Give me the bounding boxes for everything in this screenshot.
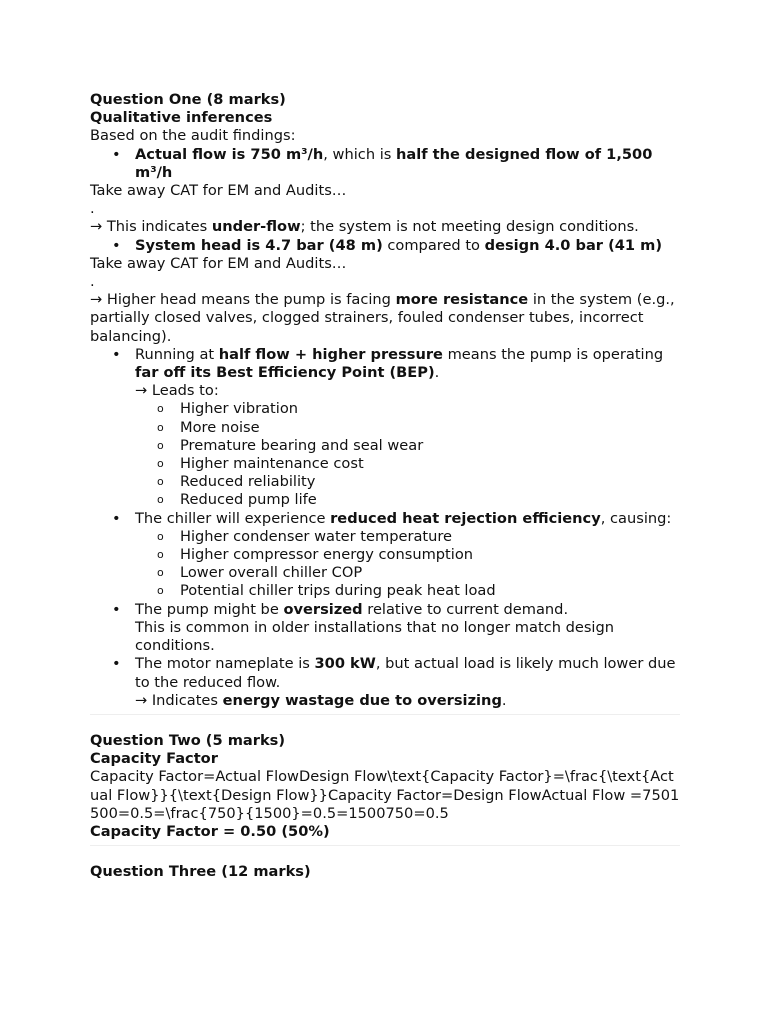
bullet-system-head: • System head is 4.7 bar (48 m) compared to design 4.0 bar (41 m) xyxy=(90,237,680,255)
q1-subtitle: Qualitative inferences xyxy=(90,109,273,127)
section-divider xyxy=(90,714,680,715)
bep-consequences-list xyxy=(135,400,680,509)
sub-item: o Higher condenser water temperature xyxy=(135,528,680,546)
sub-item: o Higher vibration xyxy=(135,400,680,418)
q2-subtitle: Capacity Factor xyxy=(90,750,218,768)
sub-item: o Lower overall chiller COP xyxy=(135,564,680,582)
q1-bullets-b xyxy=(90,237,680,255)
bullet-actual-flow: • Actual flow is 750 m³/h, which is half the designed flow of 1,500 m³/h xyxy=(90,146,680,182)
q1-intro: Based on the audit findings: xyxy=(90,127,296,145)
takeaway-note-2: Take away CAT for EM and Audits… xyxy=(90,254,347,272)
bullet-bep: • Running at half flow + higher pressure means the pump is operating far off its Best Efficiency Point (BEP). → Leads to: o Higher vibration o More noise o Premature bearing and seal wear o Higher maintenance cost o Reduced reliability o Reduced pump life xyxy=(90,346,680,510)
capacity-factor-result: Capacity Factor = 0.50 (50%) xyxy=(90,822,330,840)
oversized-note: This is common in older installations that no longer match design conditions. xyxy=(135,618,614,655)
underflow-inference: → This indicates under-flow; the system is not meeting design conditions. xyxy=(90,218,639,236)
energy-wastage-note: → Indicates energy wastage due to oversizing. xyxy=(135,691,507,709)
sub-item: o Potential chiller trips during peak heat load xyxy=(135,582,680,600)
q1-title: Question One (8 marks) xyxy=(90,91,286,108)
q1-bullets-a xyxy=(90,146,680,182)
document-page xyxy=(90,91,680,881)
q2-title: Question Two (5 marks) xyxy=(90,731,286,749)
resistance-inference: → Higher head means the pump is facing more resistance in the system (e.g., partially closed valves, clogged strainers, fouled condenser tubes, incorrect balancing). xyxy=(90,291,675,345)
capacity-factor-formula: Capacity Factor=Actual FlowDesign Flow\text{Capacity Factor}=\frac{\text{Actual Flow}}{\text{Design Flow}}Capacity Factor=Design FlowActual Flow =7501500=0.5=\frac{750}{1500}=0.5=1500750=0.5 xyxy=(90,768,680,822)
q3-title: Question Three (12 marks) xyxy=(90,863,311,881)
leads-to-label: → Leads to: xyxy=(135,382,219,400)
dot-2: . xyxy=(90,273,95,291)
bullet-motor: • The motor nameplate is 300 kW, but actual load is likely much lower due to the reduced flow. → Indicates energy wastage due to oversizing. xyxy=(90,655,680,710)
dot-1: . xyxy=(90,200,95,218)
bullet-chiller: • The chiller will experience reduced heat rejection efficiency, causing: o Higher condenser water temperature o Higher compressor energy consumption o Lower overall chiller COP o Potential chiller trips during peak heat load xyxy=(90,510,680,601)
sub-item: o Higher maintenance cost xyxy=(135,455,680,473)
sub-item: o Reduced reliability xyxy=(135,473,680,491)
sub-item: o More noise xyxy=(135,419,680,437)
bullet-oversized: • The pump might be oversized relative to current demand. This is common in older installations that no longer match design conditions. xyxy=(90,601,680,656)
sub-item: o Higher compressor energy consumption xyxy=(135,546,680,564)
sub-item: o Reduced pump life xyxy=(135,491,680,509)
takeaway-note-1: Take away CAT for EM and Audits… xyxy=(90,182,347,200)
section-divider xyxy=(90,845,680,846)
chiller-consequences-list xyxy=(135,528,680,601)
sub-item: o Premature bearing and seal wear xyxy=(135,437,680,455)
q1-bullets-c xyxy=(90,346,680,710)
